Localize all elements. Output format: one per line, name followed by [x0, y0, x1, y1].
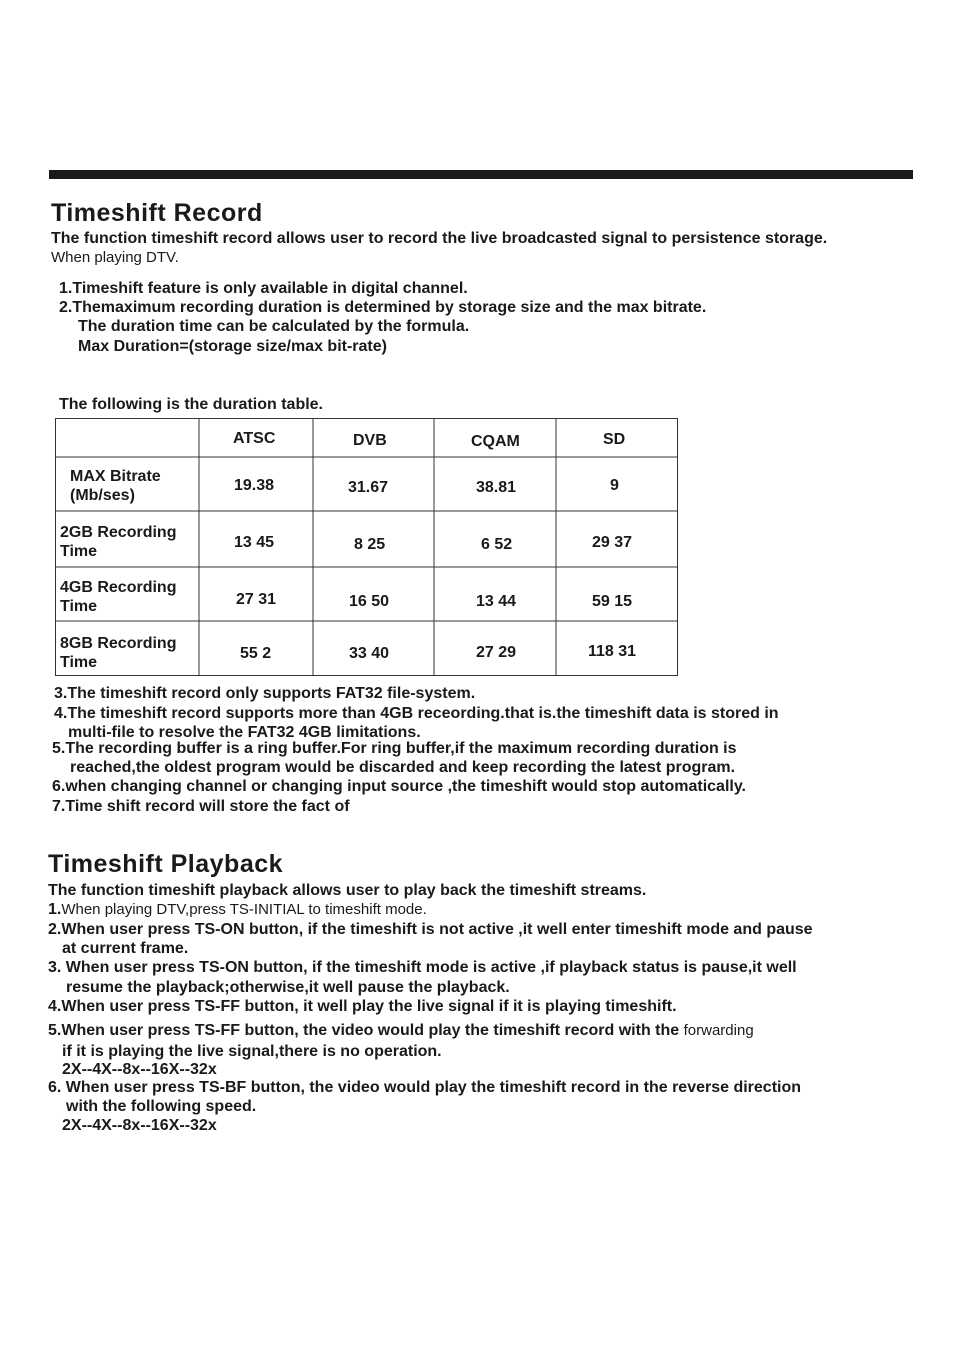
- table-header-dvb: DVB: [353, 432, 387, 449]
- playback-item-3: 3. When user press TS-ON button, if the timeshift mode is active ,if playback status is pause,it well: [48, 959, 797, 976]
- table-header-atsc: ATSC: [233, 430, 276, 447]
- record-item-5: 5.The recording buffer is a ring buffer.For ring buffer,if the maximum recording duration is: [52, 740, 737, 757]
- table-cell: 59 15: [592, 593, 633, 610]
- playback-item-5-line-2: if it is playing the live signal,there is no operation.: [62, 1043, 442, 1060]
- table-row-label: 8GB Recording: [60, 635, 177, 652]
- playback-title: Timeshift Playback: [48, 850, 284, 878]
- playback-item-5-text: 5.When user press TS-FF button, the video would play the timeshift record with the: [48, 1022, 680, 1039]
- record-item-5-line-2: reached,the oldest program would be discarded and keep recording the latest program.: [70, 759, 736, 776]
- record-item-3: 3.The timeshift record only supports FAT32 file-system.: [54, 685, 476, 702]
- record-item-2: 2.Themaximum recording duration is determined by storage size and the max bitrate.: [59, 299, 707, 316]
- playback-intro: The function timeshift playback allows user to play back the timeshift streams.: [48, 882, 647, 899]
- table-cell: 19.38: [234, 477, 275, 494]
- table-row-label: 4GB Recording: [60, 579, 177, 596]
- table-cell: 16 50: [349, 593, 390, 610]
- table-cell: 33 40: [349, 645, 390, 662]
- table-row-label: 2GB Recording: [60, 524, 177, 541]
- table-row-label-2: Time: [60, 654, 98, 671]
- playback-item-1-number: 1.: [48, 901, 62, 918]
- record-item-1: 1.Timeshift feature is only available in digital channel.: [59, 280, 468, 297]
- table-cell: 118 31: [588, 643, 637, 660]
- table-cell: 31.67: [348, 479, 389, 496]
- table-cell: 8 25: [354, 536, 386, 553]
- playback-item-2: 2.When user press TS-ON button, if the timeshift is not active ,it well enter timeshift mode and pause: [48, 921, 813, 938]
- playback-item-1: [48, 901, 427, 919]
- table-cell: 29 37: [592, 534, 633, 551]
- playback-item-6-line-2: with the following speed.: [66, 1098, 257, 1115]
- table-caption: The following is the duration table.: [59, 396, 323, 413]
- table-cell: 27 31: [236, 591, 277, 608]
- table-cell: 13 45: [234, 534, 275, 551]
- record-item-2-line-3: Max Duration=(storage size/max bit-rate): [78, 338, 387, 355]
- record-title: Timeshift Record: [51, 199, 263, 227]
- record-sub: When playing DTV.: [51, 249, 179, 266]
- table-row-label-2: (Mb/ses): [70, 487, 135, 504]
- playback-item-6-speeds: 2X--4X--8x--16X--32x: [62, 1117, 217, 1134]
- playback-item-1-text: When playing DTV,press TS-INITIAL to timeshift mode.: [61, 901, 427, 918]
- playback-item-6: 6. When user press TS-BF button, the video would play the timeshift record in the reverse direction: [48, 1079, 802, 1096]
- top-rule: [49, 170, 913, 179]
- record-intro: The function timeshift record allows user to record the live broadcasted signal to persistence storage.: [51, 230, 828, 247]
- playback-item-2-line-2: at current frame.: [62, 940, 189, 957]
- table-cell: 13 44: [476, 593, 517, 610]
- table-row-label: MAX Bitrate: [70, 468, 161, 485]
- record-item-4-line-2: multi-file to resolve the FAT32 4GB limitations.: [68, 724, 421, 741]
- playback-item-5-speeds: 2X--4X--8x--16X--32x: [62, 1061, 217, 1078]
- record-item-7: 7.Time shift record will store the fact of: [52, 798, 350, 815]
- table-cell: 6 52: [481, 536, 513, 553]
- table-cell: 55 2: [240, 645, 272, 662]
- table-cell: 9: [610, 477, 619, 494]
- record-item-4: 4.The timeshift record supports more than 4GB receording.that is.the timeshift data is stored in: [54, 705, 779, 722]
- record-item-6: 6.when changing channel or changing input source ,the timeshift would stop automatically.: [52, 778, 746, 795]
- table-cell: 38.81: [476, 479, 517, 496]
- playback-item-4: 4.When user press TS-FF button, it well play the live signal if it is playing timeshift.: [48, 998, 677, 1015]
- table-cell: 27 29: [476, 644, 517, 661]
- playback-item-5-tail: forwarding: [683, 1022, 754, 1039]
- table-header-cqam: CQAM: [471, 433, 520, 450]
- table-header-sd: SD: [603, 431, 626, 448]
- record-item-2-line-2: The duration time can be calculated by the formula.: [78, 318, 470, 335]
- playback-item-5: [48, 1022, 754, 1040]
- table-row-label-2: Time: [60, 543, 98, 560]
- playback-item-3-line-2: resume the playback;otherwise,it well pause the playback.: [66, 979, 510, 996]
- table-row-label-2: Time: [60, 598, 98, 615]
